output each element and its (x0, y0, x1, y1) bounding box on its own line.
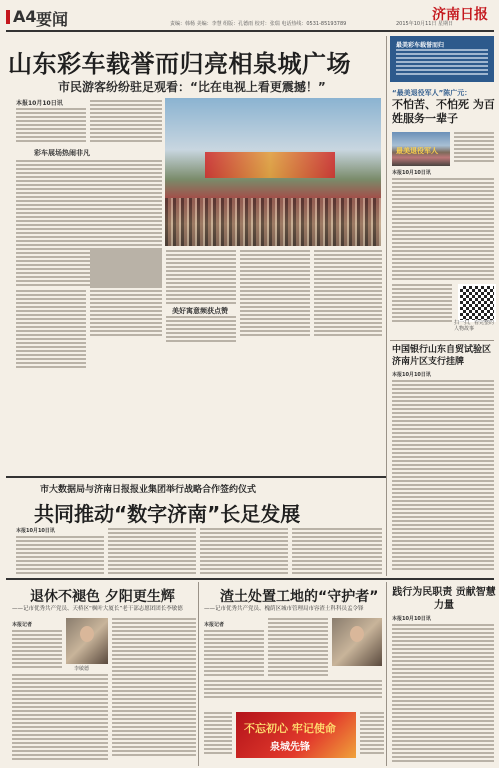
sidebar-photo-text: 最美退役军人 (396, 147, 438, 155)
coop-kicker: 市大数据局与济南日报报业集团举行战略合作签约仪式 (40, 485, 257, 495)
left-story-headline: 退休不褪色 夕阳更生辉 (30, 589, 175, 605)
sidebar-intro-title: 最美彩车载誉而归 (396, 42, 445, 49)
sidebar-divider (390, 340, 494, 341)
mid-story-body-e (360, 712, 384, 756)
page-code: A4 (13, 7, 37, 26)
qr-caption: 扫一扫，看完整的人物故事 (454, 320, 495, 332)
left-story-body-a (12, 630, 62, 670)
paper-logo: 济南日报 (432, 7, 488, 23)
sidebar-headline (392, 98, 496, 126)
left-mid-divider (198, 582, 199, 766)
mid-story-body-c (204, 680, 382, 700)
main-body-col4 (240, 250, 310, 338)
sidebar-byline: 本报10月10日讯 (392, 170, 431, 176)
main-byline: 本报10月10日讯 (16, 100, 63, 107)
coop-byline: 本报10月10日讯 (16, 528, 55, 534)
main-body-col3b (166, 316, 236, 344)
coop-body-2 (108, 528, 196, 576)
sidebar-body-c (392, 284, 452, 324)
bank-headline (392, 344, 496, 368)
coop-body-4 (292, 528, 382, 576)
mid-story-body-a (204, 630, 264, 678)
coop-body-1 (16, 536, 104, 576)
sidebar-photo (392, 132, 450, 166)
coop-bottom-rule (6, 578, 494, 580)
left-story-subheadline: ——记市优秀共产党员、天桥区“枫叶大厦长”老干部志愿团团长李敏德 (12, 606, 183, 612)
mid-right-divider (386, 582, 387, 766)
right-col-headline-text: 践行为民职责 贡献智慧力量 (392, 587, 496, 611)
sidebar-kicker: “最美退役军人”陈广元： (392, 89, 472, 97)
section-marker (6, 10, 10, 24)
sidebar-body-a (454, 132, 494, 164)
sidebar-body-b (392, 178, 494, 282)
qr-code (458, 284, 496, 322)
main-headline: 山东彩车载誉而归亮相泉城广场 (8, 50, 351, 78)
right-col-body (392, 624, 494, 764)
mid-story-body-d (204, 712, 232, 756)
section-title: 要闻 (36, 10, 69, 29)
mid-story-headline: 渣土处置工地的“守护者” (220, 589, 379, 605)
mid-story-subheadline: ——记市优秀共产党员、槐荫区城市管理局市容渣土科科员孟令锋 (204, 606, 364, 612)
left-photo-caption: 李敏德 (74, 666, 90, 672)
masthead-rule (6, 30, 494, 32)
bank-byline: 本报10月10日讯 (392, 372, 431, 378)
party-banner-sub: 泉城先锋 (270, 742, 310, 753)
main-col-divider (386, 36, 387, 576)
editor-info: 责编：韩杨 美编：李慧 组版：孔德雨 校对：张瑞 电话热线：0531-85193789 (170, 21, 347, 27)
photo-float-banner (205, 152, 335, 178)
portrait-face-2 (350, 626, 364, 642)
sidebar-intro-body (396, 49, 488, 77)
sidebar-intro-box (390, 36, 494, 82)
main-subhead-2: 美好寓意频获点赞 (172, 307, 228, 315)
main-subheadline: 市民游客纷纷驻足观看：“比在电视上看更震撼！” (58, 80, 326, 94)
right-col-headline (392, 586, 496, 612)
left-story-body-c (12, 674, 108, 762)
main-body-col3a (166, 250, 236, 306)
coop-top-rule (6, 476, 386, 478)
party-banner (236, 712, 356, 758)
main-photo (165, 98, 381, 246)
main-body-col2 (90, 250, 162, 338)
photo-crowd (165, 198, 381, 246)
sidebar-headline-text: 不怕苦、不怕死 为百姓服务一辈子 (392, 98, 495, 125)
mid-story-body-b (268, 618, 328, 678)
left-story-byline: 本报记者 (12, 622, 33, 628)
main-body-col1a (16, 108, 86, 144)
right-col-byline: 本报10月10日讯 (392, 616, 431, 622)
coop-body-3 (200, 528, 288, 576)
mid-story-photo (332, 618, 382, 666)
main-subhead-1: 彩车展场热闹非凡 (34, 149, 90, 157)
coop-headline: 共同推动“数字济南”长足发展 (34, 502, 301, 526)
main-body-col1a2 (90, 100, 162, 144)
main-body-col1c (16, 290, 86, 370)
mid-story-byline: 本报记者 (204, 622, 225, 628)
left-story-photo (66, 618, 108, 664)
party-banner-text: 不忘初心 牢记使命 (244, 722, 336, 735)
bank-body (392, 380, 494, 572)
portrait-face (80, 626, 94, 642)
main-body-col5 (314, 250, 382, 338)
masthead (0, 0, 499, 30)
bank-headline-text: 中国银行山东自贸试验区济南片区支行挂牌 (392, 345, 492, 367)
date-line: 2015年10月11日 星期日 (396, 21, 454, 27)
left-story-body-b (112, 618, 196, 758)
